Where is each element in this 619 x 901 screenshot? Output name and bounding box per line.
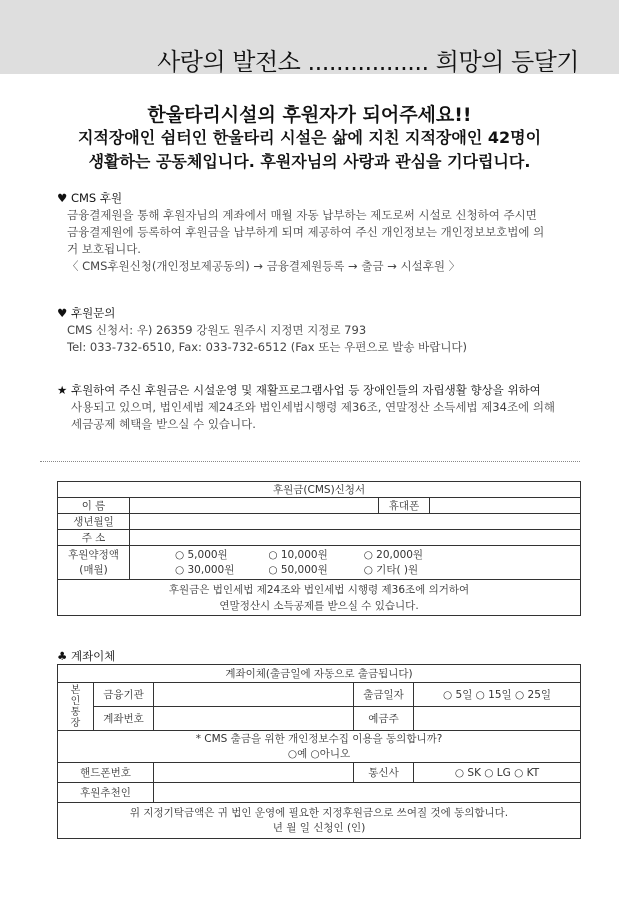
amount-option-5000[interactable]: ○ 5,000원 bbox=[175, 548, 228, 561]
tax-line: 세금공제 혜택을 받으실 수 있습니다. bbox=[71, 417, 256, 431]
bank-label: 금융기관 bbox=[94, 683, 154, 707]
name-field[interactable] bbox=[130, 498, 379, 514]
headline-line-2: 지적장애인 쉼터인 한울타리 시설은 삶에 지친 지적장애인 42명이 bbox=[77, 128, 542, 147]
transfer-section-title: ♣ 계좌이체 bbox=[57, 649, 116, 663]
amount-label bbox=[58, 546, 130, 580]
referrer-field[interactable] bbox=[154, 783, 581, 803]
carrier-options[interactable]: ○ SK ○ LG ○ KT bbox=[414, 763, 581, 783]
cms-section bbox=[57, 190, 544, 275]
amount-option-30000[interactable]: ○ 30,000원 bbox=[175, 563, 235, 576]
phone-field[interactable] bbox=[430, 498, 581, 514]
amount-option-10000[interactable]: ○ 10,000원 bbox=[268, 548, 328, 561]
dotted-divider bbox=[40, 461, 580, 462]
cms-application-form bbox=[57, 481, 581, 616]
tax-section bbox=[57, 382, 555, 433]
banner-title: 사랑의 발전소 ................. 희망의 등달기 bbox=[157, 48, 579, 76]
consent-cell bbox=[58, 731, 581, 763]
tax-note bbox=[58, 580, 581, 616]
headline-title: 한울타리시설의 후원자가 되어주세요!! bbox=[147, 104, 472, 126]
amount-option-20000[interactable]: ○ 20,000원 bbox=[363, 548, 424, 561]
bank-field[interactable] bbox=[154, 683, 354, 707]
agreement-text: 위 지정기탁금액은 귀 법인 운영에 필요한 지정후원금으로 쓰여질 것에 동의합니다. bbox=[129, 806, 509, 819]
cms-line: 거 보호됩니다. bbox=[67, 242, 141, 256]
cms-line: 금융결제원에 등록하여 후원금을 납부하게 되며 제공하여 주신 개인정보는 개인정보보호법에 의 bbox=[67, 225, 545, 239]
birth-field[interactable] bbox=[130, 514, 581, 530]
inquiry-address: CMS 신청서: 우) 26359 강원도 원주시 지정면 지정로 793 bbox=[67, 323, 367, 337]
cms-title: ♥ CMS 후원 bbox=[57, 191, 123, 205]
cms-line: 금융결제원을 통해 후원자님의 계좌에서 매월 자동 납부하는 제도로써 시설로 신청하여 주시면 bbox=[67, 208, 537, 222]
amount-options bbox=[130, 546, 581, 580]
agreement-cell bbox=[58, 803, 581, 839]
amount-label-line: (매월) bbox=[79, 563, 108, 576]
transfer-header: 계좌이체(출금일에 자동으로 출금됩니다) bbox=[58, 665, 581, 683]
bank-transfer-form bbox=[57, 664, 581, 839]
form-title: 후원금(CMS)신청서 bbox=[58, 482, 581, 498]
amount-label-line: 후원약정액 bbox=[68, 548, 119, 561]
headline-line-3: 생활하는 공동체입니다. 후원자님의 사랑과 관심을 기다립니다. bbox=[88, 152, 531, 171]
tax-note-line: 연말정산시 소득공제를 받으실 수 있습니다. bbox=[219, 599, 419, 612]
amount-option-other[interactable]: ○ 기타( )원 bbox=[363, 563, 419, 576]
amount-option-50000[interactable]: ○ 50,000원 bbox=[268, 563, 328, 576]
account-number-label: 계좌번호 bbox=[94, 707, 154, 731]
address-label: 주 소 bbox=[58, 530, 130, 546]
referrer-label: 후원추천인 bbox=[58, 783, 154, 803]
inquiry-title: ♥ 후원문의 bbox=[57, 306, 116, 320]
inquiry-contact: Tel: 033-732-6510, Fax: 033-732-6512 (Fax 또는 우편으로 발송 바랍니다) bbox=[67, 340, 468, 354]
signature-line[interactable]: 년 월 일 신청인 (인) bbox=[272, 821, 366, 834]
consent-options[interactable]: ○예 ○아니오 bbox=[287, 747, 351, 760]
holder-field[interactable] bbox=[414, 707, 581, 731]
consent-question: * CMS 출금을 위한 개인정보수집 이용을 동의합니까? bbox=[195, 732, 443, 745]
tax-note-line: 후원금은 법인세법 제24조와 법인세법 시행령 제36조에 의거하여 bbox=[168, 583, 470, 596]
tax-line: 사용되고 있으며, 법인세법 제24조와 법인세법시행령 제36조, 연말정산 소득세법 제34조에 의해 bbox=[71, 400, 556, 414]
account-number-field[interactable] bbox=[154, 707, 354, 731]
inquiry-section bbox=[57, 305, 467, 356]
tax-line: ★ 후원하여 주신 후원금은 시설운영 및 재활프로그램사업 등 장애인들의 자립생활 향상을 위하여 bbox=[57, 383, 541, 397]
own-account-label: 본 인 통 장 bbox=[58, 683, 94, 731]
withdraw-day-label: 출금일자 bbox=[354, 683, 414, 707]
withdraw-day-options[interactable]: ○ 5일 ○ 15일 ○ 25일 bbox=[414, 683, 581, 707]
top-banner bbox=[0, 0, 619, 74]
holder-label: 예금주 bbox=[354, 707, 414, 731]
mobile-field[interactable] bbox=[154, 763, 354, 783]
mobile-label: 핸드폰번호 bbox=[58, 763, 154, 783]
cms-process-line: 〈 CMS후원신청(개인정보제공동의) → 금융결제원등록 → 출금 → 시설후원 〉 bbox=[67, 259, 461, 273]
name-label: 이 름 bbox=[58, 498, 130, 514]
address-field[interactable] bbox=[130, 530, 581, 546]
carrier-label: 통신사 bbox=[354, 763, 414, 783]
birth-label: 생년월일 bbox=[58, 514, 130, 530]
phone-label: 휴대폰 bbox=[379, 498, 430, 514]
